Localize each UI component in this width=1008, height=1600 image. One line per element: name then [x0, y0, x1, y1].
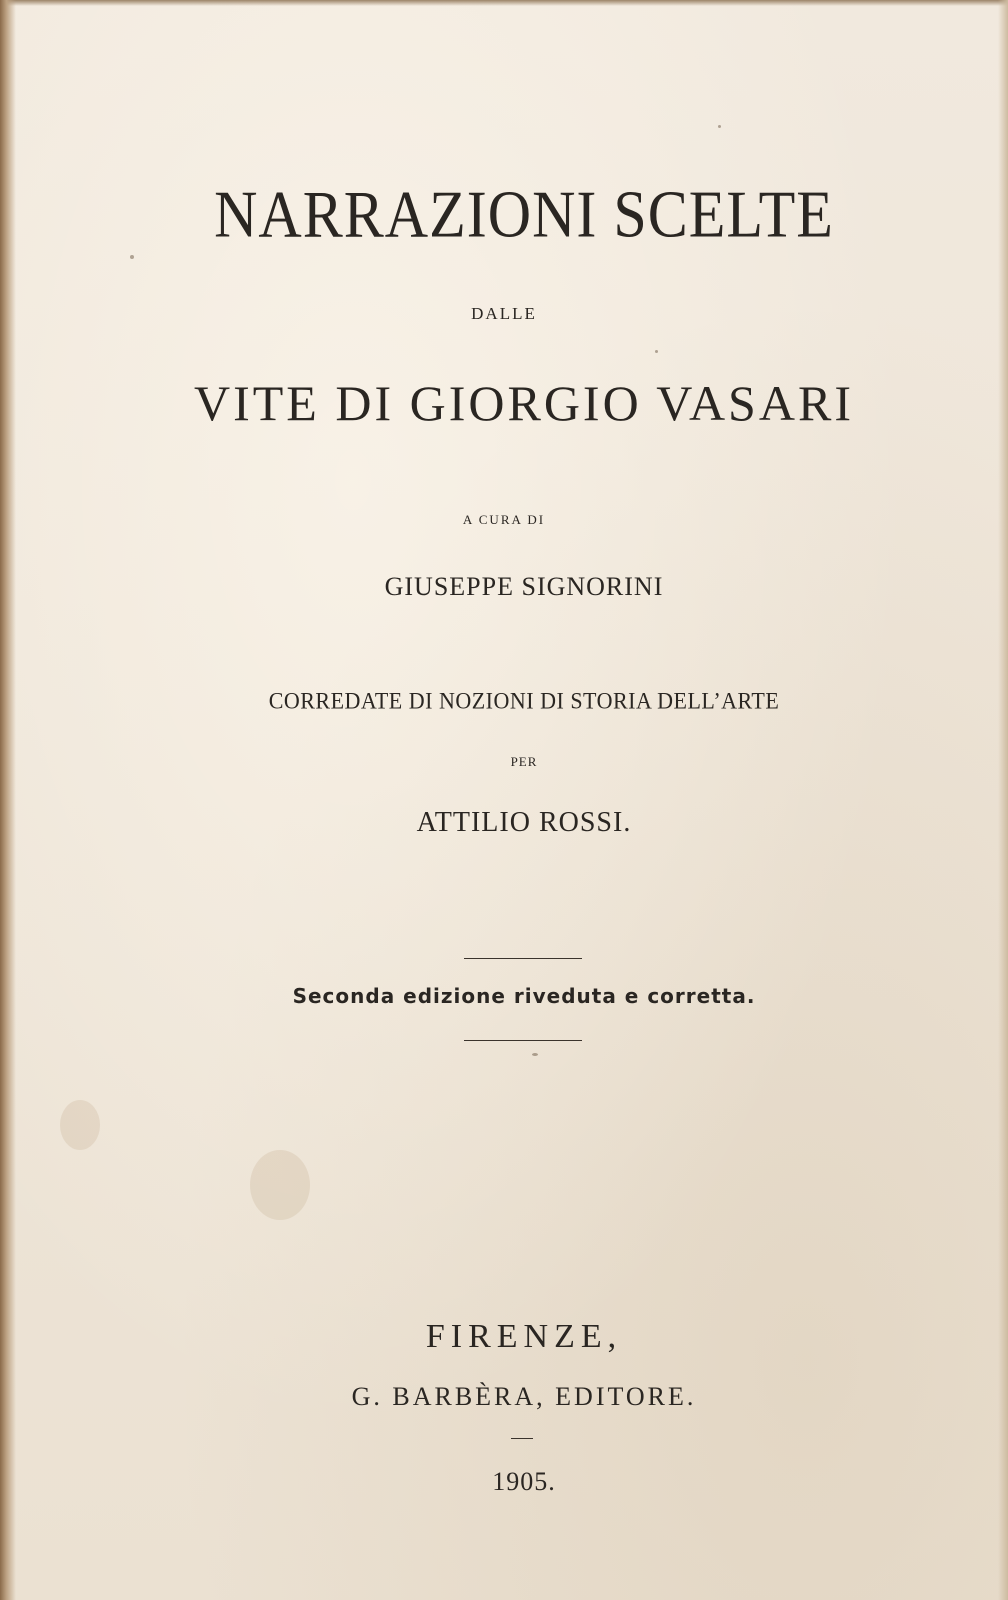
book-subtitle: VITE DI GIORGIO VASARI — [194, 375, 854, 431]
paper-stain — [250, 1150, 310, 1220]
divider-rule — [464, 958, 582, 959]
publication-year: 1905. — [492, 1467, 556, 1496]
paper-speck — [532, 1053, 538, 1056]
book-title: NARRAZIONI SCELTE — [214, 177, 834, 252]
short-divider-rule — [511, 1438, 533, 1439]
page-top-edge — [0, 0, 1008, 6]
annotation-note: CORREDATE DI NOZIONI DI STORIA DELL’ARTE — [268, 687, 780, 714]
paper-speck — [718, 125, 721, 128]
divider-rule — [464, 1040, 582, 1041]
edition-statement: Seconda edizione riveduta e corretta. — [292, 984, 756, 1008]
edited-by-label: A CURA DI — [462, 512, 546, 527]
paper-speck — [130, 255, 134, 259]
title-connector: DALLE — [471, 304, 537, 323]
per-label: PER — [510, 754, 538, 769]
publication-city: FIRENZE, — [425, 1318, 623, 1355]
annotator-name: ATTILIO ROSSI. — [416, 807, 632, 838]
paper-stain — [60, 1100, 100, 1150]
paper-speck — [655, 350, 658, 353]
publisher-name: G. BARBÈRA, EDITORE. — [351, 1382, 697, 1411]
editor-name: GIUSEPPE SIGNORINI — [384, 572, 664, 601]
